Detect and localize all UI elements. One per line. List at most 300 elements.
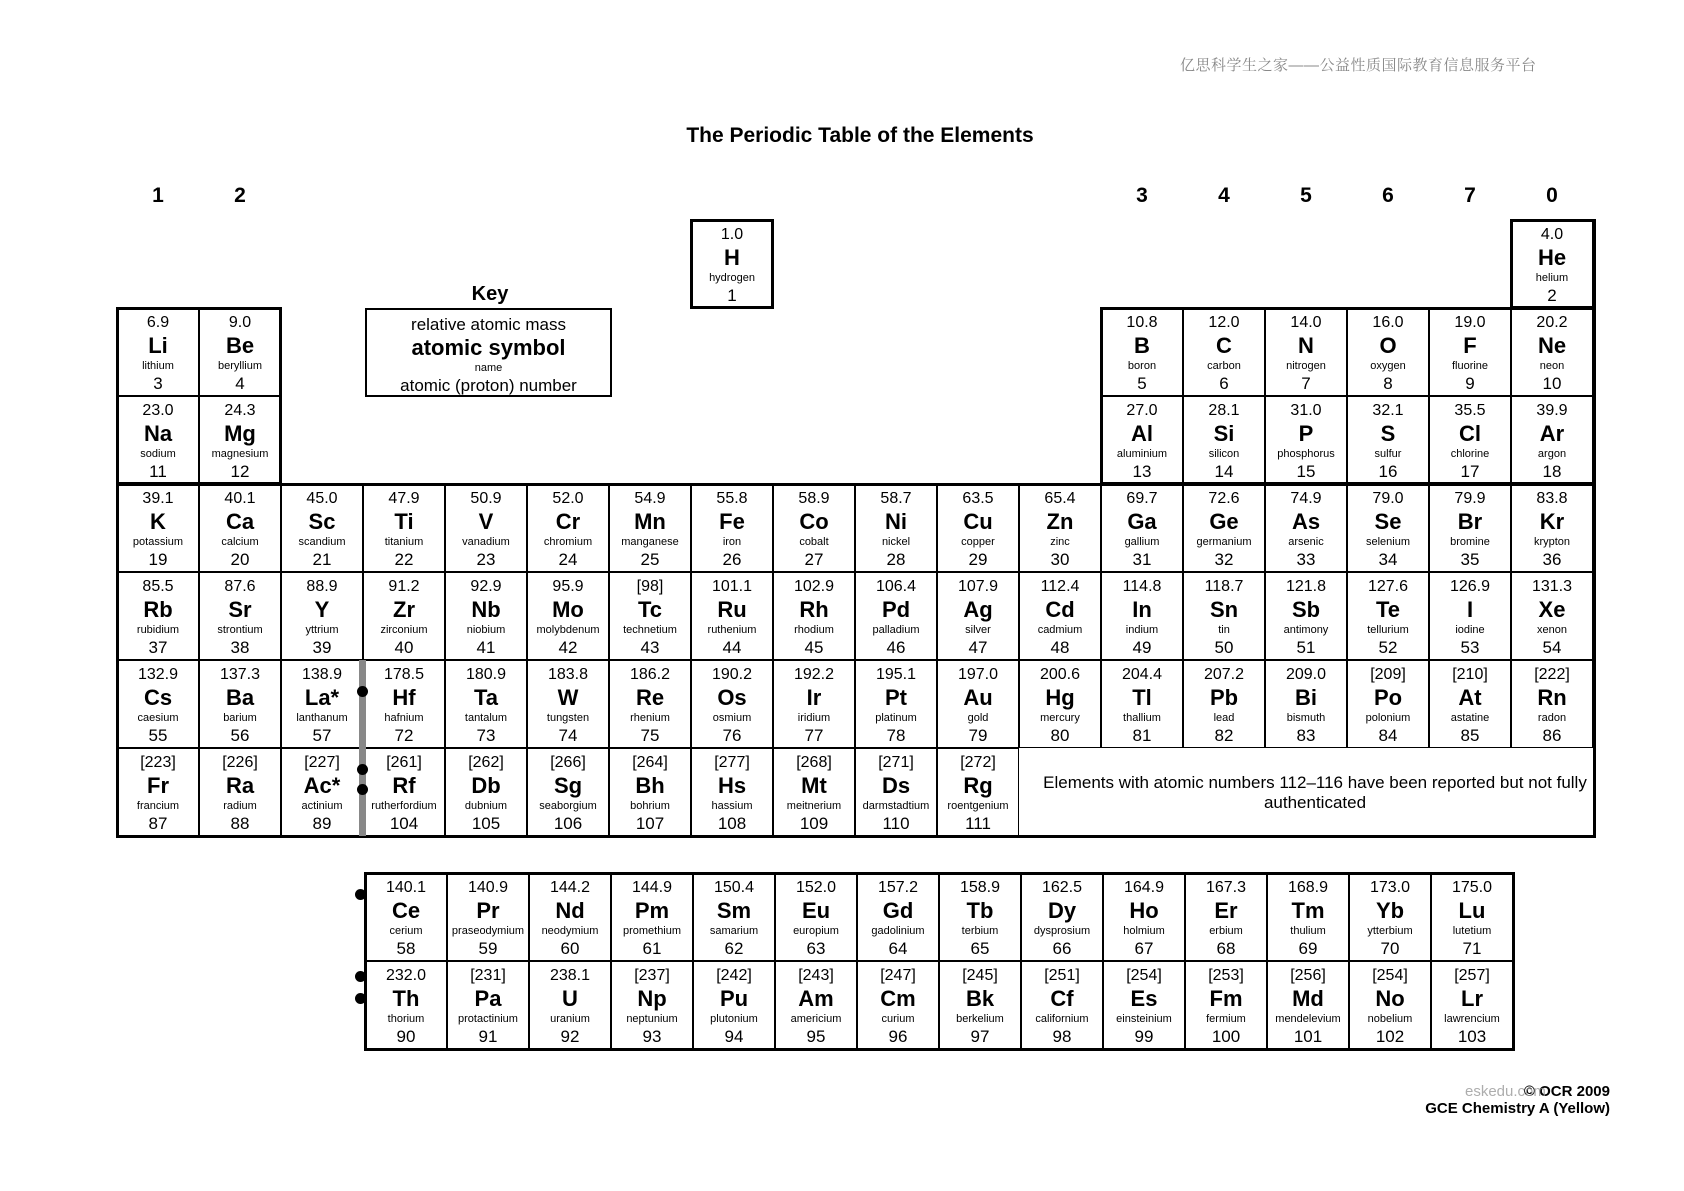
element-mass: 32.1 [1372, 402, 1404, 419]
element-name: neon [1539, 360, 1565, 372]
element-mass: 157.2 [877, 879, 919, 896]
element-cell [199, 748, 281, 836]
element-symbol: Ta [473, 685, 499, 710]
group-label: 2 [234, 184, 246, 207]
element-cell [1429, 572, 1511, 660]
watermark-text: 亿思科学生之家——公益性质国际教育信息服务平台 [1180, 57, 1537, 74]
element-number: 83 [1296, 726, 1316, 745]
element-symbol: Rf [392, 773, 416, 798]
element-cell [1429, 660, 1511, 748]
element-cell [1511, 308, 1593, 396]
element-symbol: Ge [1209, 509, 1239, 534]
element-mass: 55.8 [716, 490, 748, 507]
element-name: magnesium [211, 448, 269, 460]
element-name: rhodium [794, 624, 834, 636]
element-name: thulium [1290, 925, 1326, 937]
element-mass: 79.0 [1372, 490, 1404, 507]
element-symbol: Pu [719, 986, 749, 1011]
element-symbol: Dy [1047, 898, 1077, 923]
element-mass: [98] [636, 578, 664, 595]
element-mass: 204.4 [1121, 666, 1163, 683]
element-mass: [210] [1452, 666, 1488, 683]
element-cell [1347, 572, 1429, 660]
element-cell [117, 660, 199, 748]
element-number: 51 [1296, 638, 1316, 657]
element-cell [1267, 873, 1349, 961]
element-cell [1429, 396, 1511, 484]
key-mass: relative atomic mass [411, 315, 566, 334]
element-number: 7 [1301, 374, 1311, 393]
element-name: hafnium [384, 712, 424, 724]
element-symbol: Ho [1129, 898, 1159, 923]
element-number: 87 [148, 814, 168, 833]
element-mass: 140.1 [385, 879, 427, 896]
element-number: 105 [471, 814, 501, 833]
element-symbol: U [562, 986, 578, 1011]
element-symbol: K [150, 509, 166, 534]
element-mass: [209] [1370, 666, 1406, 683]
element-name: nobelium [1367, 1013, 1413, 1025]
marker-dot [355, 993, 366, 1004]
element-name: dubnium [464, 800, 508, 812]
element-mass: [264] [632, 754, 668, 771]
element-symbol: At [1458, 685, 1482, 710]
element-symbol: C [1216, 333, 1232, 358]
element-symbol: S [1380, 421, 1396, 446]
element-symbol: Ds [881, 773, 911, 798]
element-mass: 121.8 [1285, 578, 1327, 595]
element-mass: [222] [1534, 666, 1570, 683]
element-mass: 132.9 [137, 666, 179, 683]
element-symbol: Ba [225, 685, 255, 710]
element-symbol: Md [1292, 986, 1324, 1011]
element-symbol: Ar [1539, 421, 1565, 446]
element-mass: 39.1 [142, 490, 174, 507]
element-cell [611, 961, 693, 1049]
element-number: 26 [722, 550, 742, 569]
element-symbol: Zr [393, 597, 415, 622]
element-cell [1265, 572, 1347, 660]
element-mass: 144.2 [549, 879, 591, 896]
element-cell [855, 572, 937, 660]
element-number: 4 [235, 374, 245, 393]
element-number: 111 [965, 814, 991, 833]
element-cell [445, 660, 527, 748]
element-cell [1265, 396, 1347, 484]
element-mass: [254] [1126, 967, 1162, 984]
element-number: 104 [389, 814, 419, 833]
element-mass: 88.9 [306, 578, 338, 595]
element-cell [775, 961, 857, 1049]
element-number: 43 [640, 638, 660, 657]
element-number: 82 [1214, 726, 1234, 745]
element-mass: 20.2 [1536, 314, 1568, 331]
key-symbol: atomic symbol [411, 335, 566, 360]
element-cell [1431, 873, 1513, 961]
element-mass: 150.4 [713, 879, 755, 896]
element-name: argon [1537, 448, 1567, 460]
element-symbol: Rh [799, 597, 829, 622]
element-number: 103 [1457, 1027, 1487, 1046]
element-cell [1265, 660, 1347, 748]
element-symbol: Ca [225, 509, 255, 534]
element-symbol: Re [635, 685, 665, 710]
element-cell [445, 748, 527, 836]
element-name: mendelevium [1275, 1013, 1341, 1025]
element-number: 44 [722, 638, 742, 657]
element-mass: 178.5 [383, 666, 425, 683]
element-number: 62 [724, 939, 744, 958]
element-symbol: Tb [966, 898, 994, 923]
element-number: 74 [558, 726, 578, 745]
element-name: vanadium [462, 536, 510, 548]
element-symbol: B [1134, 333, 1150, 358]
element-cell [1019, 484, 1101, 572]
element-cell [1511, 572, 1593, 660]
element-number: 84 [1378, 726, 1398, 745]
element-number: 77 [804, 726, 824, 745]
element-symbol: Po [1373, 685, 1403, 710]
element-name: praseodymium [451, 925, 525, 937]
element-mass: 14.0 [1290, 314, 1322, 331]
element-mass: 74.9 [1290, 490, 1322, 507]
element-mass: 138.9 [301, 666, 343, 683]
element-name: palladium [872, 624, 920, 636]
element-mass: [226] [222, 754, 258, 771]
element-name: seaborgium [539, 800, 597, 812]
element-symbol: As [1291, 509, 1321, 534]
element-symbol: P [1298, 421, 1314, 446]
page-title: The Periodic Table of the Elements [686, 124, 1034, 147]
element-symbol: Y [314, 597, 330, 622]
element-name: technetium [623, 624, 677, 636]
element-mass: 190.2 [711, 666, 753, 683]
element-name: bismuth [1286, 712, 1326, 724]
footer-course: GCE Chemistry A (Yellow) [1425, 1100, 1610, 1117]
element-cell [937, 660, 1019, 748]
element-mass: 4.0 [1540, 226, 1564, 243]
element-symbol: Yb [1375, 898, 1405, 923]
element-cell [363, 572, 445, 660]
element-mass: 24.3 [224, 402, 256, 419]
element-number: 34 [1378, 550, 1398, 569]
element-symbol: Cd [1045, 597, 1075, 622]
element-name: lithium [142, 360, 174, 372]
element-name: silver [965, 624, 991, 636]
element-number: 64 [888, 939, 908, 958]
element-number: 92 [560, 1027, 580, 1046]
element-symbol: Cr [555, 509, 581, 534]
element-number: 41 [476, 638, 496, 657]
element-cell [1429, 308, 1511, 396]
element-name: helium [1535, 272, 1569, 284]
element-cell [447, 873, 529, 961]
element-mass: 28.1 [1208, 402, 1240, 419]
element-number: 57 [312, 726, 332, 745]
element-name: thallium [1123, 712, 1161, 724]
element-number: 75 [640, 726, 660, 745]
element-mass: 112.4 [1040, 578, 1080, 595]
marker-dot [357, 784, 368, 795]
element-cell [363, 660, 445, 748]
element-number: 22 [394, 550, 414, 569]
element-cell [117, 572, 199, 660]
element-cell [1021, 873, 1103, 961]
element-cell [117, 396, 199, 484]
element-name: einsteinium [1116, 1013, 1172, 1025]
element-name: potassium [132, 536, 184, 548]
element-number: 5 [1137, 374, 1147, 393]
element-mass: 52.0 [552, 490, 584, 507]
element-name: osmium [712, 712, 752, 724]
element-mass: 114.8 [1122, 578, 1162, 595]
element-cell [1183, 572, 1265, 660]
element-mass: 107.9 [957, 578, 999, 595]
element-name: bromine [1450, 536, 1490, 548]
key-heading: Key [471, 283, 509, 305]
element-symbol: Os [717, 685, 747, 710]
element-symbol: Tc [637, 597, 663, 622]
element-mass: 158.9 [959, 879, 1001, 896]
element-cell [281, 484, 363, 572]
element-mass: [227] [304, 754, 340, 771]
element-symbol: Tl [1132, 685, 1152, 710]
element-cell [1185, 873, 1267, 961]
element-mass: 79.9 [1454, 490, 1486, 507]
element-symbol: Co [799, 509, 829, 534]
element-cell [1347, 308, 1429, 396]
element-mass: 137.3 [219, 666, 261, 683]
element-cell [527, 660, 609, 748]
element-cell [1511, 660, 1593, 748]
element-mass: 238.1 [549, 967, 591, 984]
element-symbol: Fm [1209, 986, 1243, 1011]
element-name: lead [1213, 712, 1235, 724]
element-number: 21 [312, 550, 332, 569]
element-number: 55 [148, 726, 168, 745]
element-number: 1 [727, 286, 737, 305]
element-symbol: Bi [1295, 685, 1317, 710]
element-number: 50 [1214, 638, 1234, 657]
element-cell [1183, 396, 1265, 484]
element-number: 33 [1296, 550, 1316, 569]
element-cell [1429, 484, 1511, 572]
element-number: 46 [886, 638, 906, 657]
element-number: 78 [886, 726, 906, 745]
element-number: 88 [230, 814, 250, 833]
element-number: 2 [1547, 286, 1557, 305]
element-name: lanthanum [296, 712, 348, 724]
group-label: 6 [1382, 184, 1394, 207]
element-number: 49 [1132, 638, 1152, 657]
element-symbol: Cl [1459, 421, 1481, 446]
element-mass: 118.7 [1204, 578, 1244, 595]
element-mass: 58.9 [798, 490, 830, 507]
element-name: hassium [711, 800, 753, 812]
element-cell [281, 572, 363, 660]
element-name: radon [1537, 712, 1567, 724]
element-symbol: In [1132, 597, 1152, 622]
element-symbol: Tm [1291, 898, 1325, 923]
element-mass: 12.0 [1208, 314, 1240, 331]
element-name: fermium [1206, 1013, 1246, 1025]
element-name: curium [881, 1013, 915, 1025]
element-cell [1347, 484, 1429, 572]
element-mass: [266] [550, 754, 586, 771]
element-mass: 35.5 [1454, 402, 1486, 419]
element-number: 25 [640, 550, 660, 569]
element-name: calcium [221, 536, 259, 548]
marker-dot [357, 686, 368, 697]
element-mass: [242] [716, 967, 752, 984]
element-number: 54 [1542, 638, 1562, 657]
element-mass: 95.9 [552, 578, 584, 595]
element-number: 35 [1460, 550, 1480, 569]
element-number: 14 [1214, 462, 1234, 481]
element-cell [529, 961, 611, 1049]
element-cell [773, 484, 855, 572]
element-number: 89 [312, 814, 332, 833]
element-mass: 144.9 [631, 879, 673, 896]
element-symbol: Fe [719, 509, 745, 534]
element-number: 8 [1383, 374, 1393, 393]
element-number: 18 [1542, 462, 1562, 481]
element-symbol: Ce [391, 898, 421, 923]
element-cell [1185, 961, 1267, 1049]
element-name: platinum [875, 712, 917, 724]
element-mass: 131.3 [1531, 578, 1573, 595]
element-number: 76 [722, 726, 742, 745]
element-symbol: Ni [885, 509, 907, 534]
element-number: 108 [717, 814, 747, 833]
element-mass: 195.1 [875, 666, 917, 683]
key-number: atomic (proton) number [400, 376, 577, 395]
element-mass: [254] [1372, 967, 1408, 984]
element-mass: 9.0 [228, 314, 252, 331]
element-cell [527, 748, 609, 836]
element-cell [1511, 396, 1593, 484]
element-name: strontium [217, 624, 263, 636]
element-name: chromium [543, 536, 593, 548]
note-text: Elements with atomic numbers 112–116 have been reported but not fully authenticated [1043, 773, 1587, 812]
element-symbol: Ru [717, 597, 747, 622]
element-name: aluminium [1116, 448, 1168, 460]
element-number: 86 [1542, 726, 1562, 745]
element-name: iron [722, 536, 742, 548]
element-cell [117, 308, 199, 396]
element-number: 10 [1542, 374, 1562, 393]
element-name: nickel [881, 536, 911, 548]
element-symbol: Sm [716, 898, 752, 923]
element-number: 79 [968, 726, 988, 745]
element-name: bohrium [630, 800, 670, 812]
element-symbol: N [1298, 333, 1314, 358]
element-name: titanium [384, 536, 424, 548]
element-cell [939, 961, 1021, 1049]
element-symbol: Db [471, 773, 501, 798]
marker-dot [357, 764, 368, 775]
element-symbol: Pr [476, 898, 500, 923]
element-symbol: Lr [1461, 986, 1483, 1011]
element-cell [363, 748, 445, 836]
element-cell [609, 660, 691, 748]
element-name: terbium [961, 925, 999, 937]
element-name: phosphorus [1277, 448, 1335, 460]
element-symbol: Fr [147, 773, 169, 798]
element-number: 65 [970, 939, 990, 958]
element-name: ytterbium [1367, 925, 1413, 937]
element-symbol: Kr [1539, 509, 1565, 534]
element-number: 38 [230, 638, 250, 657]
element-mass: 92.9 [470, 578, 502, 595]
element-name: astatine [1450, 712, 1490, 724]
element-symbol: Es [1130, 986, 1158, 1011]
element-cell [1101, 396, 1183, 484]
element-mass: 87.6 [224, 578, 256, 595]
element-cell [1021, 961, 1103, 1049]
element-name: mercury [1040, 712, 1080, 724]
element-cell [1183, 484, 1265, 572]
element-mass: 54.9 [634, 490, 666, 507]
element-name: protactinium [458, 1013, 518, 1025]
element-name: berkelium [956, 1013, 1004, 1025]
element-name: zinc [1050, 536, 1070, 548]
element-mass: 91.2 [388, 578, 420, 595]
element-symbol: Pa [474, 986, 502, 1011]
element-number: 27 [804, 550, 824, 569]
element-cell [445, 484, 527, 572]
marker-dot [355, 971, 366, 982]
group-label: 1 [152, 184, 164, 207]
element-symbol: Se [1374, 509, 1402, 534]
element-cell [855, 660, 937, 748]
element-cell [117, 484, 199, 572]
element-name: beryllium [217, 360, 262, 372]
element-cell [1349, 873, 1431, 961]
element-name: neodymium [541, 925, 599, 937]
element-number: 97 [970, 1027, 990, 1046]
element-name: cadmium [1037, 624, 1083, 636]
element-name: ruthenium [707, 624, 757, 636]
element-mass: 164.9 [1123, 879, 1165, 896]
footer-copyright: © OCR 2009 [1523, 1083, 1610, 1100]
element-name: rutherfordium [371, 800, 437, 812]
group-label: 7 [1464, 184, 1476, 207]
element-name: europium [793, 925, 839, 937]
element-name: cerium [389, 925, 423, 937]
element-name: darmstadtium [862, 800, 930, 812]
element-mass: [245] [962, 967, 998, 984]
element-symbol: Ga [1127, 509, 1157, 534]
element-mass: [247] [880, 967, 916, 984]
element-number: 59 [478, 939, 498, 958]
element-symbol: Cu [963, 509, 993, 534]
element-symbol: Cf [1050, 986, 1074, 1011]
element-name: californium [1035, 1013, 1089, 1025]
element-name: chlorine [1450, 448, 1490, 460]
element-mass: 232.0 [385, 967, 427, 984]
element-symbol: Eu [801, 898, 831, 923]
element-cell [1103, 873, 1185, 961]
element-cell [199, 660, 281, 748]
element-mass: 65.4 [1044, 490, 1076, 507]
element-name: nitrogen [1286, 360, 1326, 372]
group-label: 0 [1546, 184, 1558, 207]
element-symbol: Ir [806, 685, 822, 710]
element-mass: 152.0 [795, 879, 837, 896]
element-number: 72 [394, 726, 414, 745]
element-name: gallium [1124, 536, 1160, 548]
